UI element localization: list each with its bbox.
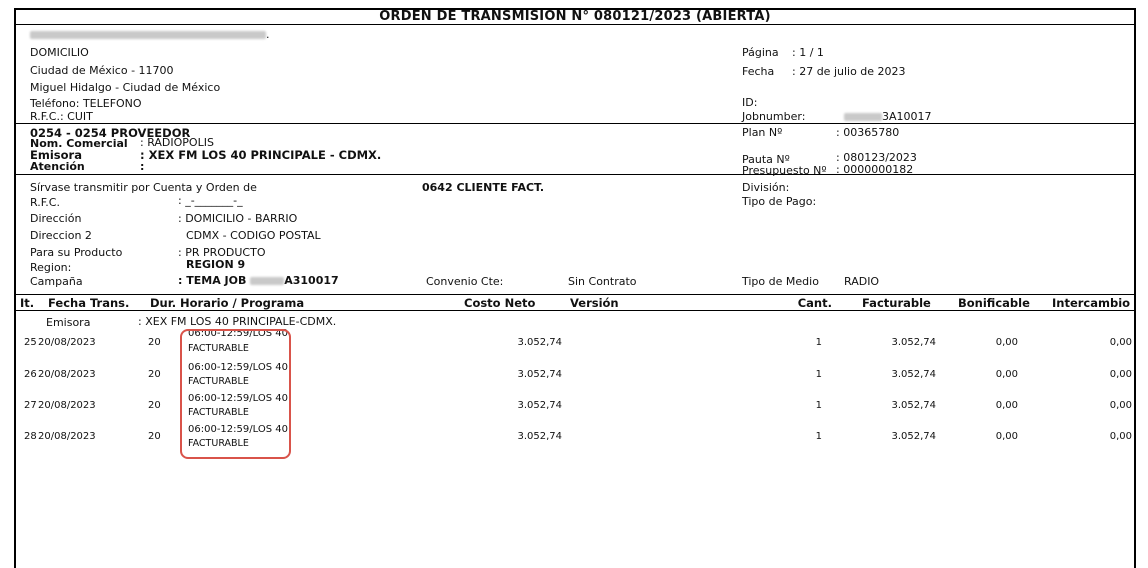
- table-emisora-value: : XEX FM LOS 40 PRINCIPALE-CDMX.: [138, 315, 337, 328]
- client-name: 0642 CLIENTE FACT.: [422, 181, 545, 194]
- redacted-campana: [250, 277, 284, 285]
- division-label: División:: [742, 181, 790, 194]
- table-header: [16, 294, 1134, 311]
- plan-label: Plan Nº: [742, 126, 783, 139]
- cell-costo: 3.052,74: [517, 337, 562, 348]
- col-costo: Costo Neto: [464, 296, 536, 310]
- col-bonificable: Bonificable: [958, 296, 1030, 310]
- cell-facturable: 3.052,74: [891, 337, 936, 348]
- company-district: Miguel Hidalgo - Ciudad de México: [30, 81, 221, 94]
- client-rfc-value: : _-_______-_: [178, 194, 243, 207]
- emisora-value: : XEX FM LOS 40 PRINCIPALE - CDMX.: [140, 148, 382, 162]
- cell-horario: 06:00-12:59/LOS 40: [188, 328, 288, 339]
- order-document: [14, 8, 1136, 568]
- campana-value: : TEMA JOB A310017: [178, 274, 339, 287]
- direccion2-label: Direccion 2: [30, 229, 92, 242]
- cell-bonificable: 0,00: [995, 400, 1018, 411]
- redacted-jobnumber: [844, 113, 882, 121]
- horario-highlight-box: [180, 329, 291, 459]
- provider-code: 0254 - 0254 PROVEEDOR: [30, 126, 191, 140]
- cell-cant: 1: [815, 400, 822, 411]
- region-value: REGION 9: [186, 258, 246, 271]
- tipo-medio-label: Tipo de Medio: [742, 275, 819, 288]
- pauta-label: Pauta Nº: [742, 153, 790, 166]
- col-intercambio: Intercambio: [1052, 296, 1131, 310]
- company-phone: Teléfono: TELEFONO: [30, 97, 142, 110]
- pagina-label: Página: [742, 46, 779, 59]
- tipo-medio-value: RADIO: [844, 275, 880, 288]
- cell-intercambio: 0,00: [1109, 400, 1132, 411]
- cell-facturable: 3.052,74: [891, 431, 936, 442]
- cell-costo: 3.052,74: [517, 400, 562, 411]
- cell-tipo: FACTURABLE: [188, 407, 249, 418]
- convenio-value: Sin Contrato: [568, 275, 637, 288]
- convenio-label: Convenio Cte:: [426, 275, 504, 288]
- cell-dur: 20: [148, 337, 161, 348]
- cell-intercambio: 0,00: [1109, 369, 1132, 380]
- atencion-label: Atención: [30, 160, 85, 173]
- col-horario: Horario / Programa: [180, 296, 305, 310]
- direccion-label: Dirección: [30, 212, 82, 225]
- cell-fecha: 20/08/2023: [38, 400, 96, 411]
- divider-provider: [16, 174, 1134, 175]
- pauta-value: : 080123/2023: [836, 151, 917, 164]
- emisora-label: Emisora: [30, 148, 82, 162]
- campana-label: Campaña: [30, 275, 83, 288]
- cell-intercambio: 0,00: [1109, 337, 1132, 348]
- cell-dur: 20: [148, 369, 161, 380]
- cell-tipo: FACTURABLE: [188, 343, 249, 354]
- cell-it: 26: [24, 369, 37, 380]
- col-cant: Cant.: [797, 296, 832, 310]
- cell-costo: 3.052,74: [517, 369, 562, 380]
- cell-horario: 06:00-12:59/LOS 40: [188, 362, 288, 373]
- direccion-value: : DOMICILIO - BARRIO: [178, 212, 298, 225]
- cell-dur: 20: [148, 431, 161, 442]
- cell-fecha: 20/08/2023: [38, 369, 96, 380]
- atencion-value: :: [140, 160, 145, 173]
- cell-costo: 3.052,74: [517, 431, 562, 442]
- divider-company: [16, 123, 1134, 124]
- col-fecha: Fecha Trans.: [48, 296, 130, 310]
- cell-tipo: FACTURABLE: [188, 376, 249, 387]
- cell-intercambio: 0,00: [1109, 431, 1132, 442]
- cell-fecha: 20/08/2023: [38, 431, 96, 442]
- pagina-value: : 1 / 1: [792, 46, 824, 59]
- cell-facturable: 3.052,74: [891, 400, 936, 411]
- presupuesto-value: : 0000000182: [836, 163, 914, 176]
- col-version: Versión: [570, 296, 619, 310]
- cell-facturable: 3.052,74: [891, 369, 936, 380]
- jobnumber-label: Jobnumber:: [742, 110, 806, 123]
- company-city: Ciudad de México - 11700: [30, 64, 174, 77]
- producto-label: Para su Producto: [30, 246, 123, 259]
- cell-cant: 1: [815, 337, 822, 348]
- order-title: ORDEN DE TRANSMISION N° 080121/2023 (ABIERTA): [16, 10, 1134, 25]
- cell-it: 28: [24, 431, 37, 442]
- plan-value: : 00365780: [836, 126, 900, 139]
- id-label: ID:: [742, 96, 758, 109]
- cell-fecha: 20/08/2023: [38, 337, 96, 348]
- cell-bonificable: 0,00: [995, 369, 1018, 380]
- company-domicilio: DOMICILIO: [30, 46, 89, 59]
- company-rfc: R.F.C.: CUIT: [30, 110, 93, 123]
- sirvase-text: Sírvase transmitir por Cuenta y Orden de: [30, 181, 257, 194]
- fecha-value: : 27 de julio de 2023: [792, 65, 906, 78]
- cell-it: 27: [24, 400, 37, 411]
- client-rfc-label: R.F.C.: [30, 196, 60, 209]
- jobnumber-value: 3A10017: [844, 110, 932, 123]
- col-facturable: Facturable: [862, 296, 931, 310]
- cell-horario: 06:00-12:59/LOS 40: [188, 393, 288, 404]
- cell-horario: 06:00-12:59/LOS 40: [188, 424, 288, 435]
- cell-cant: 1: [815, 431, 822, 442]
- col-it: It.: [20, 296, 35, 310]
- direccion2-value: CDMX - CODIGO POSTAL: [186, 229, 321, 242]
- nom-comercial-value: : RADIOPOLIS: [140, 136, 214, 149]
- redacted-company-name: [30, 31, 266, 39]
- tipo-pago-label: Tipo de Pago:: [742, 195, 817, 208]
- cell-it: 25: [24, 337, 37, 348]
- cell-cant: 1: [815, 369, 822, 380]
- region-label: Region:: [30, 261, 72, 274]
- cell-bonificable: 0,00: [995, 337, 1018, 348]
- cell-bonificable: 0,00: [995, 431, 1018, 442]
- presupuesto-label: Presupuesto Nº: [742, 164, 827, 177]
- cell-tipo: FACTURABLE: [188, 438, 249, 449]
- fecha-label: Fecha: [742, 65, 775, 78]
- table-emisora-label: Emisora: [46, 316, 91, 329]
- company-name: .: [30, 28, 270, 41]
- nom-comercial-label: Nom. Comercial: [30, 137, 128, 150]
- producto-value: : PR PRODUCTO: [178, 246, 266, 259]
- cell-dur: 20: [148, 400, 161, 411]
- col-dur: Dur.: [150, 296, 177, 310]
